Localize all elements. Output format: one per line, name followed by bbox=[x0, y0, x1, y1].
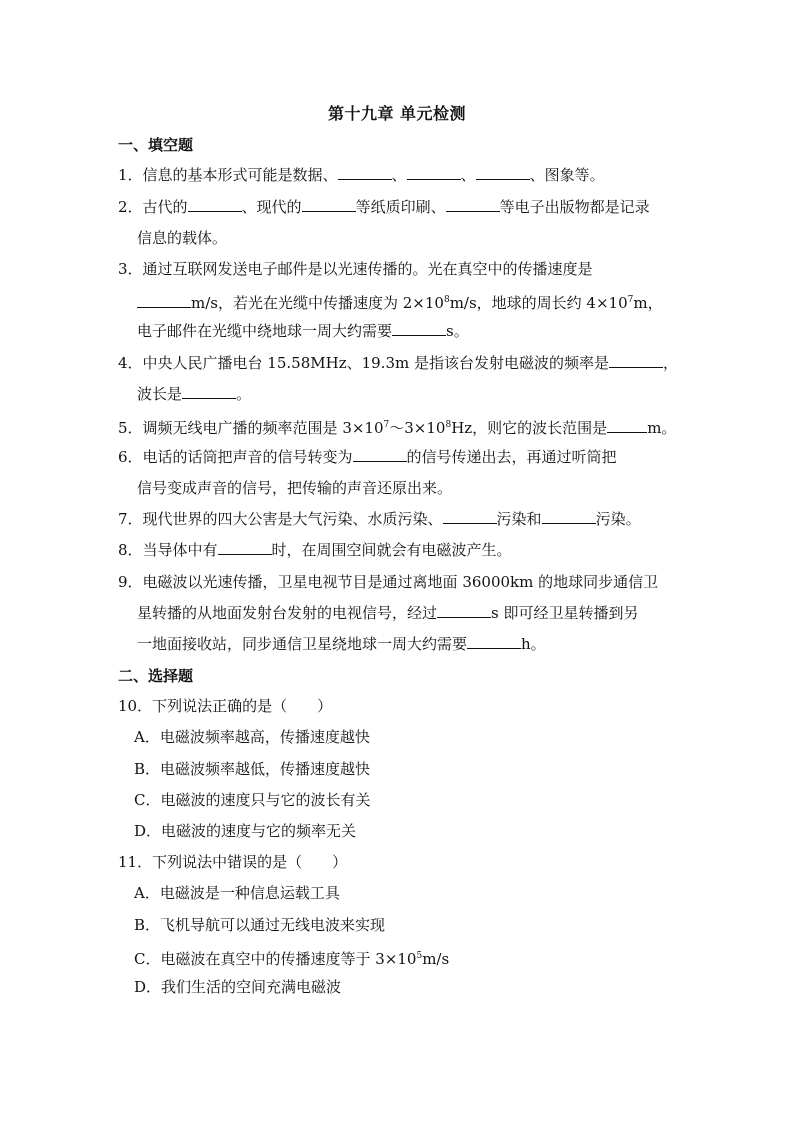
question-2-cont: 信息的载体。 bbox=[137, 229, 228, 247]
question-3-cont: m/s，若光在光缆中传播速度为 $2\times 10^8m/s$，地球的周长约 $4\times 10^7m$， bbox=[137, 290, 663, 313]
question-11-stem: 11．下列说法中错误的是（ ） bbox=[118, 853, 348, 871]
answer-blank[interactable] bbox=[182, 384, 236, 399]
question-10-option-b[interactable]: B．电磁波频率越低，传播速度越快 bbox=[134, 760, 371, 778]
question-8: 8．当导体中有 时，在周围空间就会有电磁波产生。 bbox=[118, 541, 512, 559]
question-10-option-a[interactable]: A．电磁波频率越高，传播速度越快 bbox=[134, 728, 370, 746]
question-4: 4．中央人民广播电台 15.58MHz、19.3m 是指该台发射电磁波的频率是 ， bbox=[118, 354, 679, 372]
question-4-cont: 波长是 。 bbox=[137, 385, 252, 403]
answer-blank[interactable] bbox=[467, 634, 521, 649]
question-1: 1．信息的基本形式可能是数据、 、 、 、图象等。 bbox=[118, 166, 605, 184]
question-9: 9．电磁波以光速传播，卫星电视节目是通过离地面 36000km 的地球同步通信卫 bbox=[118, 573, 659, 591]
question-3-cont2: 电子邮件在光缆中绕地球一周大约需要 s。 bbox=[137, 322, 469, 340]
question-6-cont: 信号变成声音的信号，把传输的声音还原出来。 bbox=[137, 479, 453, 497]
question-10-stem: 10．下列说法正确的是（ ） bbox=[118, 697, 333, 715]
question-2: 2．古代的 、现代的 等纸质印刷、 等电子出版物都是记录 bbox=[118, 198, 650, 216]
answer-blank[interactable] bbox=[542, 509, 596, 524]
answer-blank[interactable] bbox=[353, 447, 407, 462]
question-9-cont: 星转播的从地面发射台发射的电视信号，经过 s 即可经卫星转播到另 bbox=[137, 604, 639, 622]
answer-blank[interactable] bbox=[218, 540, 272, 555]
question-5: 5．调频无线电广播的频率范围是 $3\times 10^7\sim 3\times 10^8Hz$，则它的波长范围是 m。 bbox=[118, 419, 677, 437]
question-7: 7．现代世界的四大公害是大气污染、水质污染、 污染和 污染。 bbox=[118, 510, 641, 528]
question-11-option-a[interactable]: A．电磁波是一种信息运载工具 bbox=[134, 884, 340, 902]
section-heading-choice: 二、选择题 bbox=[118, 667, 194, 685]
section-heading-fill-in: 一、填空题 bbox=[118, 136, 194, 154]
question-3: 3．通过互联网发送电子邮件是以光速传播的。光在真空中的传播速度是 bbox=[118, 260, 593, 278]
question-6: 6．电话的话筒把声音的信号转变为 的信号传递出去，再通过听筒把 bbox=[118, 448, 617, 466]
question-11-option-d[interactable]: D．我们生活的空间充满电磁波 bbox=[134, 978, 342, 996]
answer-blank[interactable] bbox=[607, 418, 647, 433]
question-10-option-d[interactable]: D．电磁波的速度与它的频率无关 bbox=[134, 822, 357, 840]
answer-blank[interactable] bbox=[338, 165, 392, 180]
answer-blank[interactable] bbox=[137, 293, 191, 308]
question-11-option-b[interactable]: B．飞机导航可以通过无线电波来实现 bbox=[134, 916, 386, 934]
answer-blank[interactable] bbox=[609, 353, 663, 368]
question-9-cont2: 一地面接收站，同步通信卫星绕地球一周大约需要 h。 bbox=[137, 635, 546, 653]
answer-blank[interactable] bbox=[437, 603, 491, 618]
answer-blank[interactable] bbox=[392, 321, 446, 336]
answer-blank[interactable] bbox=[407, 165, 461, 180]
answer-blank[interactable] bbox=[446, 197, 500, 212]
question-10-option-c[interactable]: C．电磁波的速度只与它的波长有关 bbox=[134, 791, 371, 809]
answer-blank[interactable] bbox=[476, 165, 530, 180]
answer-blank[interactable] bbox=[443, 509, 497, 524]
answer-blank[interactable] bbox=[188, 197, 242, 212]
answer-blank[interactable] bbox=[302, 197, 356, 212]
page-title: 第十九章 单元检测 bbox=[327, 104, 467, 123]
question-11-option-c[interactable]: C．电磁波在真空中的传播速度等于 $3\times 10^5m/s$ bbox=[134, 950, 450, 968]
